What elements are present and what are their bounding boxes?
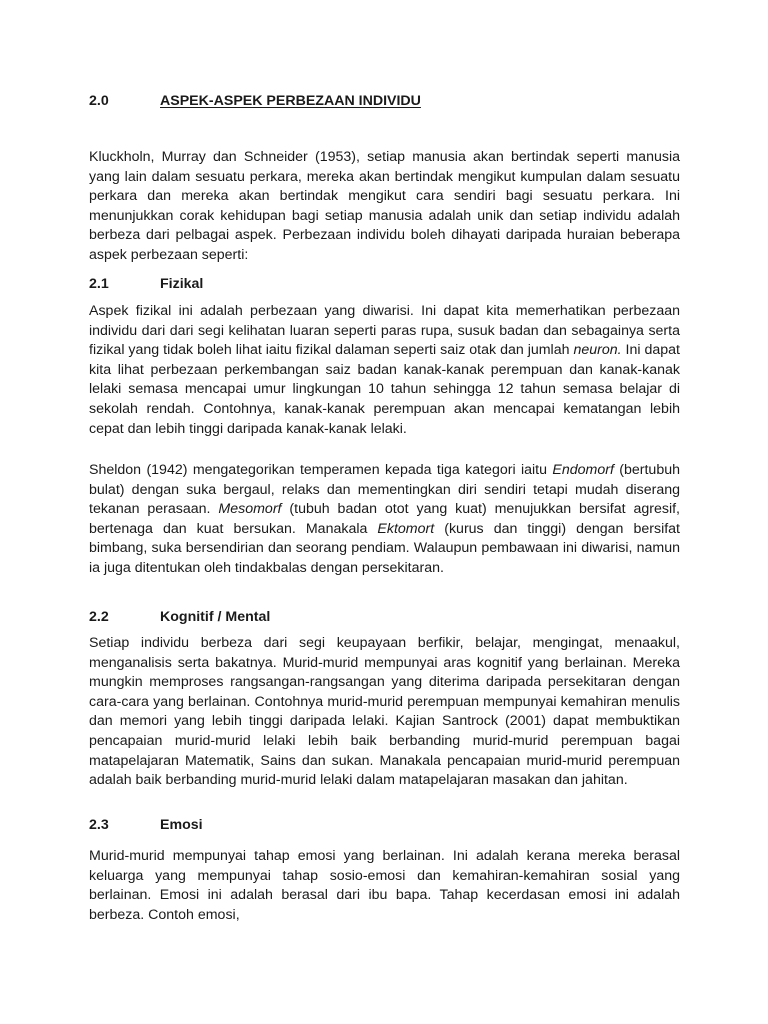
section-heading-2-2 [89,608,270,627]
intro-paragraph: Kluckholn, Murray dan Schneider (1953), setiap manusia akan bertindak seperti manusia yang lain dalam sesuatu perkara, mereka akan bertindak mengikut kumpulan dalam sesuatu perkara dan mereka akan bertindak mengikut cara sendiri bagi sesuatu perkara. Ini menunjukkan corak kehidupan bagi setiap manusia adalah unik dan setiap individu adalah berbeza dari pelbagai aspek. Perbezaan individu boleh dihayati daripada huraian beberapa aspek perbezaan seperti: [89,149,680,263]
section-heading-2-3 [89,816,203,835]
paragraph-text: (kurus dan tinggi) dengan bersifat bimbang, suka bersendirian dan seorang pendiam. Walaupun pembawaan ini diwarisi, namun ia juga ditentukan oleh tindakbalas dengan persekitaran. [89,520,680,576]
section-title: ASPEK-ASPEK PERBEZAAN INDIVIDU [160,93,421,109]
italic-term-neuron: neuron. [573,342,622,359]
fizikal-paragraph-2 [89,461,680,579]
italic-term-mesomorf: Mesomorf [218,501,282,518]
paragraph-text: Sheldon (1942) mengategorikan temperamen kepada tiga kategori iaitu [89,462,553,478]
italic-term-endomorf: Endomorf [552,462,614,478]
section-number: 2.2 [89,609,109,625]
kognitif-paragraph: Setiap individu berbeza dari segi keupayaan berfikir, belajar, mengingat, menaakul, menganalisis serta bakatnya. Murid-murid mempunyai aras kognitif yang berlainan. Mereka mungkin memproses rangsangan-rangsangan yang diterima daripada persekitaran dengan cara-cara yang berlainan. Contohnya murid-murid perempuan mempunyai kemahiran menulis dan memori yang lebih tinggi daripada lelaki. Kajian Santrock (2001) dapat membuktikan pencapaian murid-murid lelaki lebih baik berbanding murid-murid perempuan bagai matapelajaran Matematik, Sains dan sukan. Manakala pencapaian murid-murid perempuan adalah baik berbanding murid-murid lelaki dalam matapelajaran masakan dan jahitan. [89,635,680,789]
section-number: 2.1 [89,276,109,292]
paragraph-text: (bertubuh bulat) dengan suka bergaul, relaks dan mementingkan diri sendiri tetapi mudah diserang tekanan perasaan. [89,462,680,518]
section-title: Emosi [160,817,203,833]
italic-term-ektomort: Ektomort [377,520,435,537]
section-title: Kognitif / Mental [160,609,271,625]
emosi-paragraph: Murid-murid mempunyai tahap emosi yang berlainan. Ini adalah kerana mereka berasal keluarga yang mempunyai tahap sosio-emosi dan kemahiran-kemahiran sosial yang berlainan. Emosi ini adalah berasal dari ibu bapa. Tahap kecerdasan emosi ini adalah berbeza. Contoh emosi, [89,848,680,923]
section-heading-2-0 [89,92,421,111]
section-number: 2.0 [89,93,109,109]
paragraph-text: Aspek fizikal ini adalah perbezaan yang diwarisi. Ini dapat kita memerhatikan perbezaan individu dari dari segi kelihatan luaran seperti paras rupa, susuk badan dan sebagainya serta fizikal yang tidak boleh lihat iaitu fizikal dalaman seperti saiz otak dan jumlah [89,303,680,359]
fizikal-paragraph-1 [89,302,680,439]
paragraph-text: Ini dapat kita lihat perbezaan perkembangan saiz badan kanak-kanak perempuan dan kanak-kanak lelaki semasa mencapai umur lingkungan 10 tahun sehingga 12 tahun semasa belajar di sekolah rendah. Contohnya, kanak-kanak perempuan akan mencapai kematangan lebih cepat dan lebih tinggi daripada kanak-kanak lelaki. [89,342,681,437]
paragraph-text: (tubuh badan otot yang kuat) menujukkan bersifat agresif, bertenaga dan kuat bersukan. Manakala [89,501,680,537]
section-number: 2.3 [89,817,109,833]
section-heading-2-1 [89,275,203,294]
section-title: Fizikal [160,276,204,292]
